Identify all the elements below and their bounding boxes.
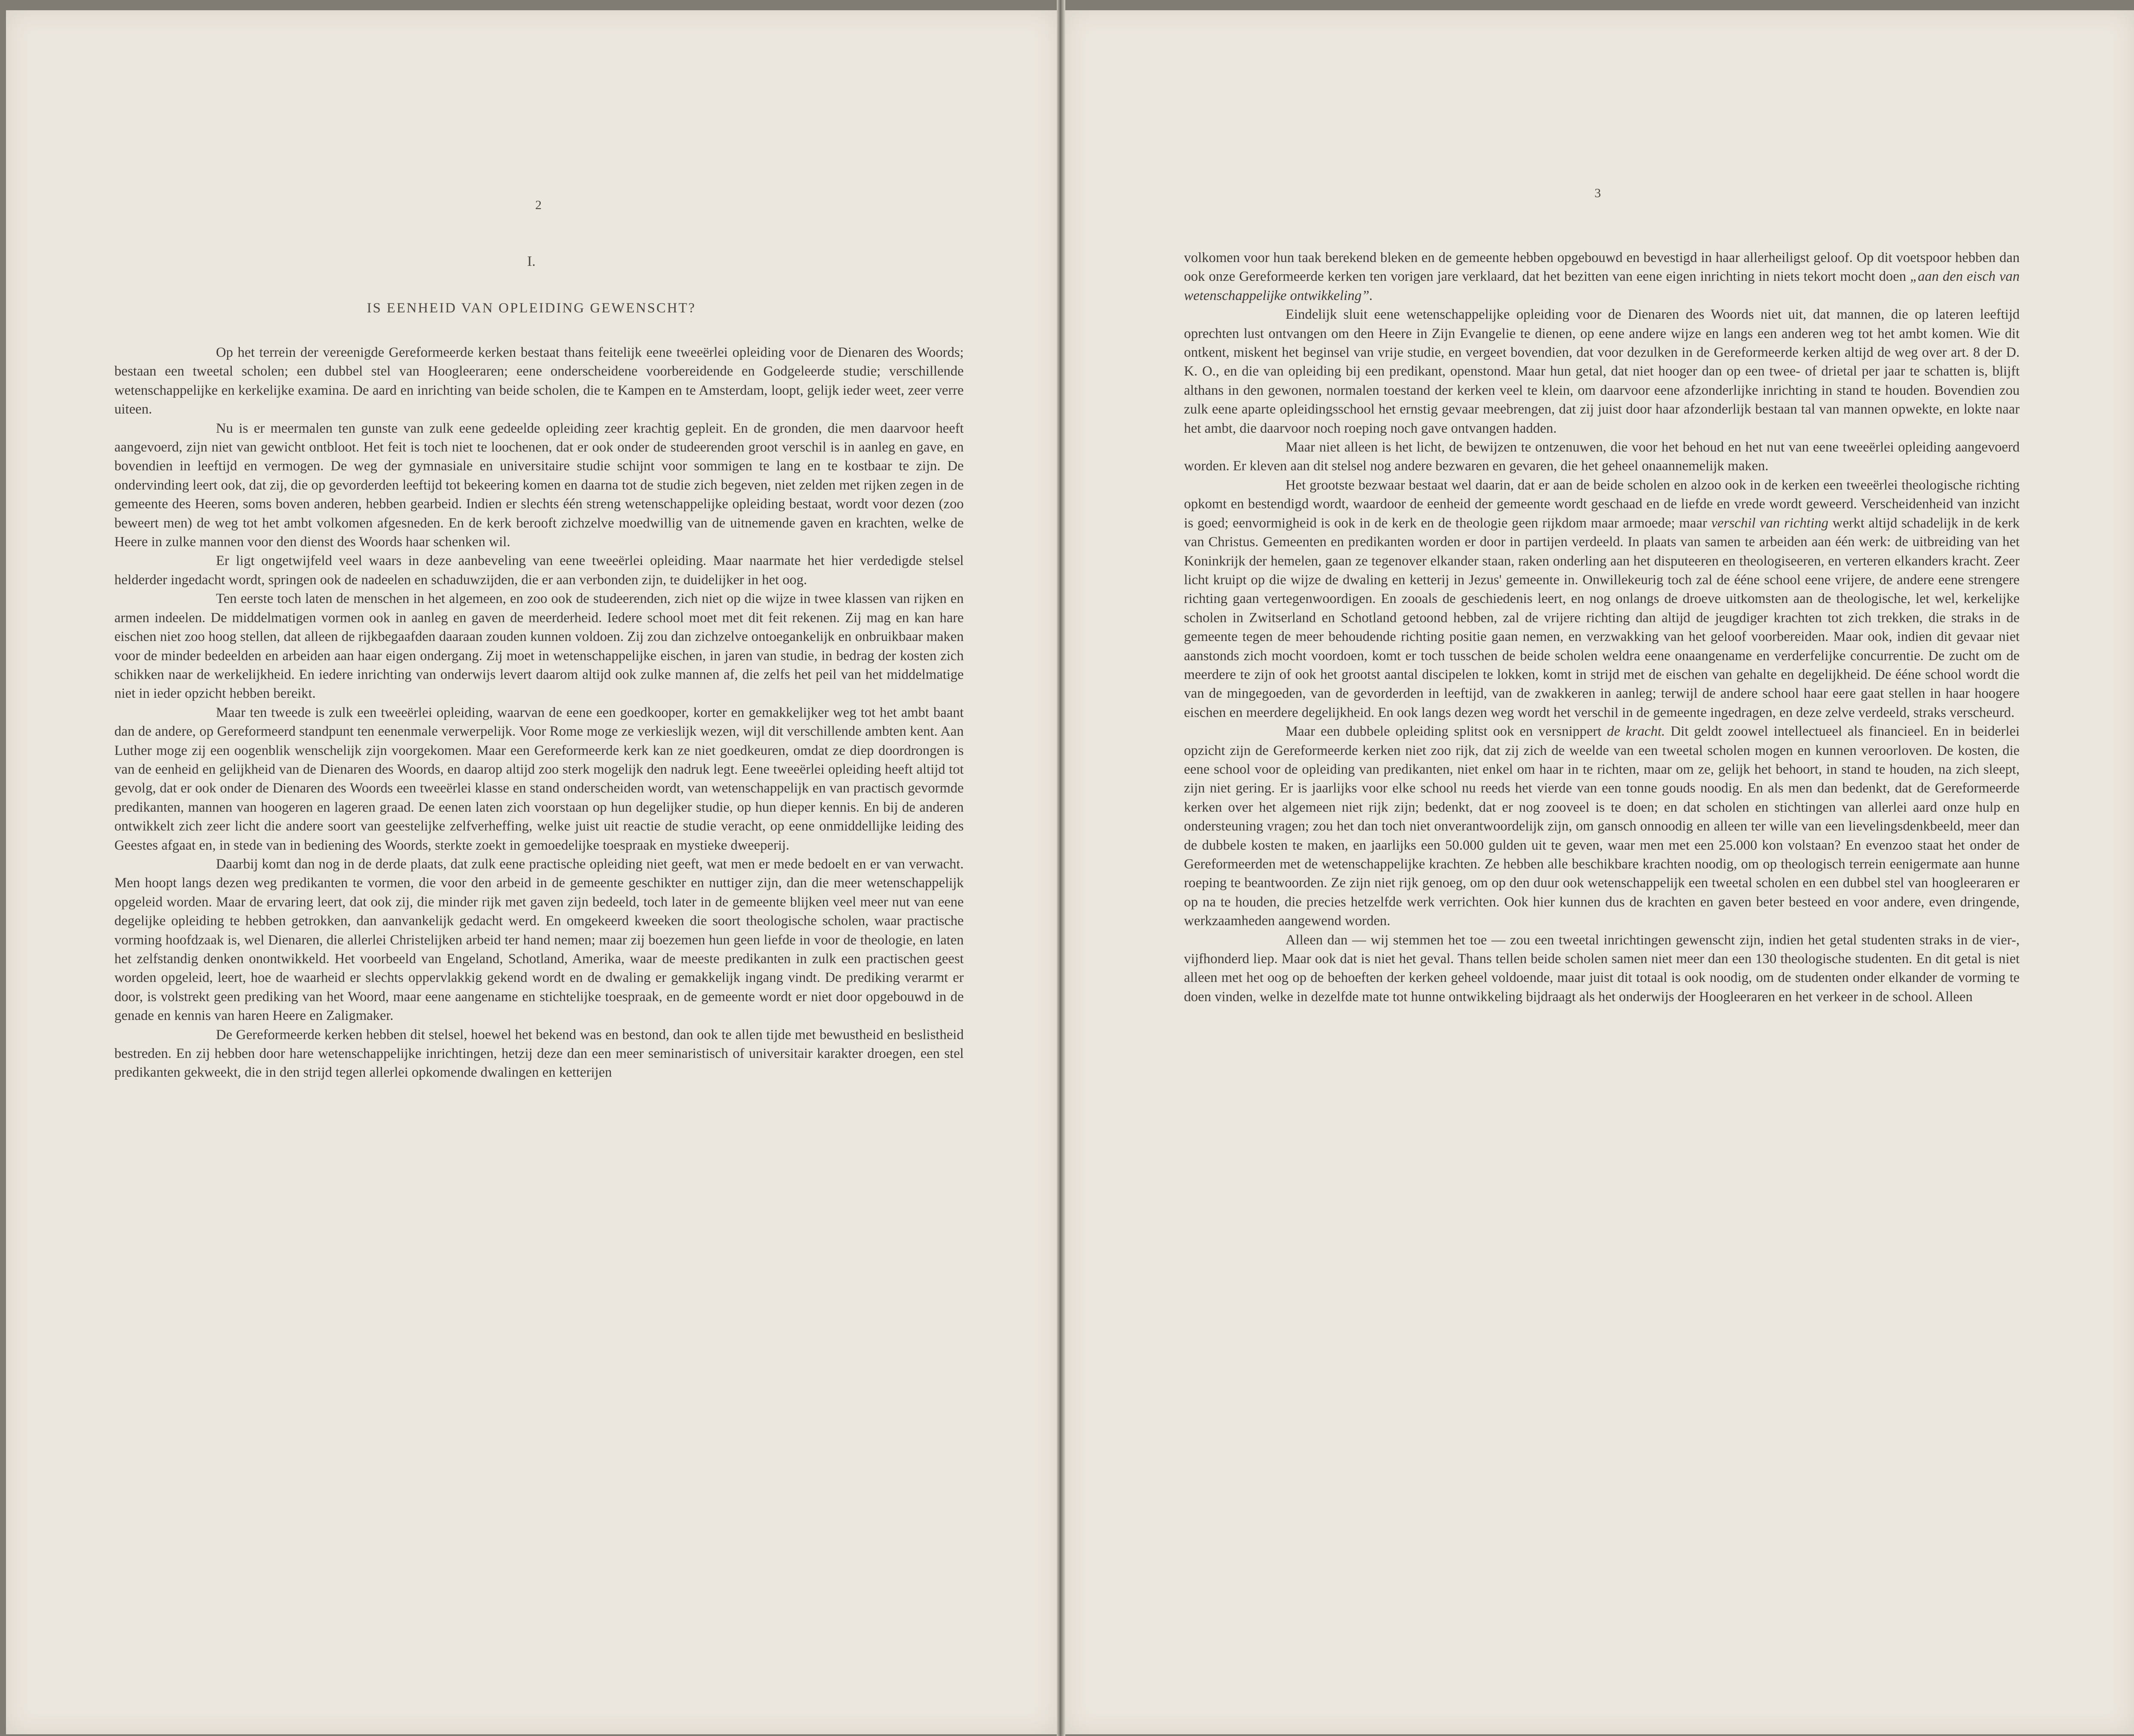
paragraph: De Gereformeerde kerken hebben dit stelsel, hoewel het bekend was en bestond, dan ook te allen tijde met bewustheid en beslistheid bestreden. En zij hebben door hare wetenschappelijke inrichtingen, hetzij deze dan een meer seminaristisch of universitair karakter droegen, een stel predikanten gekweekt, die in den strijd tegen allerlei opkomende dwalingen en ketterijen [114, 1027, 964, 1081]
paragraph: Op het terrein der vereenigde Gereformeerde kerken bestaat thans feitelijk eene tweeërlei opleiding voor de Dienaren des Woords; bestaan een tweetal scholen; een dubbel stel van Hoogleeraren; eene onderscheidene voorbereidende en Godgeleerde studie; verschillende wetenschappelijke en kerkelijke examina. De aard en inrichting van beide scholen, die te Kampen en te Amsterdam, loopt, gelijk ieder weet, zeer verre uiteen. [114, 345, 964, 417]
paragraph-text: Alleen dan — wij stemmen het toe — zou een tweetal inrichtingen gewenscht zijn, indien het getal studenten straks in de vier-, vijfhonderd liep. Maar ook dat is niet het geval. Thans tellen beide scholen samen niet meer dan een 130 theologische studenten. En dit getal is niet alleen met het oog op de behoeften der kerken geheel voldoende, maar juist dit totaal is ook noodig, om de studenten onder elkander de vorming te doen vinden, welke in dezelfde mate tot hunne ontwikkeling bijdraagt als het onderwijs der Hoogleeraren en het verkeer in de school. Alleen [1184, 932, 2020, 1005]
paragraph-text: Maar een dubbele opleiding splitst ook en versnippert [1286, 724, 1607, 740]
paragraph: Er ligt ongetwijfeld veel waars in deze aanbeveling van eene tweeërlei opleiding. Maar naarmate het hier verdedigde stelsel helderder ingedacht wordt, springen ook de nadeelen en schaduwzijden, die er aan verbonden zijn, te duidelijker in het oog. [114, 553, 964, 588]
book-gutter [1057, 0, 1065, 1736]
chapter-title: IS EENHEID VAN OPLEIDING GEWENSCHT? [367, 300, 696, 316]
paragraph: Nu is er meermalen ten gunste van zulk eene gedeelde opleiding zeer krachtig gepleit. En de gronden, die men daarvoor heeft aangevoerd, zijn niet van gewicht ontbloot. Het feit is toch niet te loochenen, dat er ook onder de studeerenden groot verschil is in aanleg en gave, en bovendien in leeftijd en vermogen. De weg der gymnasiale en universitaire studie schijnt voor sommigen te lang en te kostbaar te zijn. De ondervinding leert ook, dat zij, die op gevorderden leeftijd tot bekeering komen en daarna tot de studie zich begeven, niet zelden met rijken zegen in de gemeente des Heeren, soms boven anderen, hebben gearbeid. Indien er slechts één streng wetenschappelijke opleiding bestaat, wordt voor dezen (zoo beweert men) de weg tot het ambt volkomen afgesneden. En de kerk berooft zichzelve moedwillig van de uitnemende gaven en krachten, welke de Heere in zulke mannen voor den dienst des Woords haar schenken wil. [114, 420, 964, 550]
paragraph: Maar ten tweede is zulk een tweeërlei opleiding, waarvan de eene een goedkooper, korter en gemakkelijker weg tot het ambt baant dan de andere, op Gereformeerd standpunt ten eenenmale verwerpelijk. Voor Rome moge ze verkieslijk wezen, wijl dit verschillende ambten kent. Aan Luther moge zij een oogenblik wenschelijk zijn voorgekomen. Maar een Gereformeerde kerk kan ze niet goedkeuren, omdat ze diep doordrongen is van de eenheid en gelijkheid van de Dienaren des Woords, en daarop altijd zoo sterk mogelijk den nadruk legt. Eene tweeërlei opleiding heeft altijd tot gevolg, dat er ook onder de Dienaren des Woords een tweeërlei klasse en stand onderscheiden wordt, van wetenschappelijk en van practisch gevormde predikanten, mannen van hoogeren en lageren graad. De eenen laten zich voorstaan op hun degelijker studie, op hun dieper kennis. En bij de anderen ontwikkelt zich zeer licht die andere soort van geestelijke zelfverheffing, welke juist uit reactie de studie veracht, op eene onmiddellijke leiding des Geestes afgaat en, in stede van in bediening des Woords, sterkte zoekt in gemoedelijke toespraak en mystieke dweeperij. [114, 705, 964, 853]
paragraph-text: Maar niet alleen is het licht, de bewijzen te ontzenuwen, die voor het behoud en het nut van eene tweeërlei opleiding aangevoerd worden. Er kleven aan dit stelsel nog andere bezwaren en gevaren, die het geheel onaannemelijk maken. [1184, 440, 2020, 474]
chapter-number: I. [527, 253, 536, 269]
paragraph [1184, 248, 2020, 305]
paragraph-italic: verschil van richting [1711, 515, 1828, 531]
paragraph-italic: de kracht. [1607, 724, 1665, 740]
paragraph-text: volkomen voor hun taak berekend bleken en de gemeente hebben opgebouwd en bevestigd in haar allerheiligst geloof. Op dit voetspoor hebben dan ook onze Gereformeerde kerken ten vorigen jare verklaard, dat het bezitten van eene eigen inrichting in niets tekort mocht doen [1184, 250, 2020, 285]
paragraph [1184, 305, 2020, 438]
paragraph: Ten eerste toch laten de menschen in het algemeen, en zoo ook de studeerenden, zich niet op die wijze in twee klassen van rijken en armen indeelen. De middelmatigen vormen ook in aanleg en gaven de meerderheid. Iedere school moet met dit feit rekenen. Zij mag en kan hare eischen niet zoo hoog stellen, dat alleen de rijkbegaafden daaraan zouden kunnen voldoen. Zij zou dan zichzelve ontoegankelijk en onbruikbaar maken voor de minder bedeelden en arbeiden aan haar eigen ondergang. Zij moet in wetenschappelijke eischen, in jaren van studie, in bedrag der kosten zich schikken naar de werkelijkheid. En iedere inrichting van onderwijs levert daarom altijd ook zulke mannen af, die zelfs het peil van het middelmatige niet in ieder opzicht hebben bereikt. [114, 591, 964, 702]
page-number-right: 3 [1595, 186, 1601, 200]
paragraph-text: Het grootste bezwaar bestaat wel daarin, dat er aan de beide scholen en alzoo ook in de kerken een tweeërlei theologische richting opkomt en bestendigd wordt, waardoor de eenheid der gemeente wordt geschaad en de liefde en vrede wordt geweerd. Verscheidenheid van inzicht is goed; eenvormigheid is ook in de kerk en de theologie geen rijkdom maar armoede; maar [1184, 477, 2020, 531]
paragraph [1184, 931, 2020, 1007]
page-number-left: 2 [535, 198, 542, 212]
paragraph [1184, 722, 2020, 930]
paragraph-text-rest: Dit geldt zoowel intellectueel als financieel. En in beiderlei opzicht zijn de Gereformeerde kerken niet zoo rijk, dat zij zich de weelde van een tweetal scholen mogen en kunnen veroorloven. De kosten, die eene school voor de opleiding van predikanten, niet enkel om haar in te richten, maar om ze, gelijk het behoort, in stand te houden, na zich sleept, zijn niet gering. Er is jaarlijks voor elke school nu reeds het vierde van een tonne gouds noodig. En als men dan bedenkt, dat de Gereformeerde kerken over het algemeen niet rijk zijn; bedenkt, dat er nog zooveel is te doen; en dat scholen en stichtingen van allerlei aard onze hulp en ondersteuning vragen; zou het dan toch niet onverantwoordelijk zijn, om gansch onnoodig en alleen ter wille van een lievelingsdenkbeeld, meer dan de dubbele kosten te maken, en jaarlijks een 50.000 gulden uit te geven, waar men met een 25.000 kon volstaan? En evenzoo staat het onder de Gereformeerden met de wetenschappelijke krachten. Ze hebben alle beschikbare krachten noodig, om op theologisch terrein eenigermate aan hunne roeping te beantwoorden. Ze zijn niet rijk genoeg, om op den duur ook wetenschappelijk een tweetal scholen en een dubbel stel van hoogleeraren er op na te houden, die precies hetzelfde werk verrichten. Ook hier kunnen dus de krachten en gaven beter besteed en voor andere, even dringende, werkzaamheden aangewend worden. [1184, 724, 2020, 929]
right-page [1065, 10, 2134, 1734]
paragraph-text-rest: werkt altijd schadelijk in de kerk van Christus. Gemeenten en predikanten worden er door in partijen verdeeld. In plaats van samen te arbeiden aan één werk: de uitbreiding van het Koninkrijk der hemelen, gaan ze tegenover elkander staan, raken onderling aan het disputeeren en theologiseeren, en verteren elkanders kracht. Zeer licht kruipt op die wijze de dwaling en ketterij in Jezus' gemeente in. Onwillekeurig toch zal de ééne school eene vrijere, de andere eene strengere richting gaan vertegenwoordigen. En zooals de geschiedenis leert, en nog onlangs de droeve uitkomsten aan de theologische, let wel, kerkelijke scholen in Zwitserland en Schotland getoond hebben, zal de vrijere richting dan altijd de jeugdiger krachten tot zich trekken, die straks in de gemeente tegen de meer behoudende richting positie gaan nemen, en verzwakking van het geloof voorbereiden. Maar ook, indien dit gevaar niet aanstonds zich mocht voordoen, komt er toch tusschen de beide scholen weldra eene onaangename en verderfelijke concurrentie. De zucht om de meerdere te zijn of ook het grootst aantal discipelen te lokken, komt in strijd met de eischen van gehalte en degelijkheid. De ééne school wordt die van de mingegoeden, van de gevorderden in leeftijd, van de zwakkeren in aanleg; terwijl de andere school haar eere gaat stellen in haar hoogere eischen en meerdere degelijkheid. En ook langs dezen weg wordt het verschil in de gemeente ingedragen, en deze zelve verdeeld, straks verscheurd. [1184, 515, 2020, 720]
left-page [6, 10, 1057, 1734]
paragraph: Daarbij komt dan nog in de derde plaats, dat zulk eene practische opleiding niet geeft, wat men er mede bedoelt en er van verwacht. Men hoopt langs dezen weg predikanten te vormen, die voor den arbeid in de gemeente geschikter en nuttiger zijn, dan die meer wetenschappelijk opgeleid worden. Maar de ervaring leert, dat ook zij, die minder rijk met gaven zijn bedeeld, toch later in de gemeente blijken veel meer nut van eene degelijke opleiding te hebben getrokken, dan aanvankelijk gedacht werd. En omgekeerd kweeken die soort theologische scholen, waar practische vorming hoofdzaak is, wel Dienaren, die allerlei Christelijken arbeid ter hand nemen; maar zij boezemen hun geen liefde in voor de theologie, en laten het zelfstandig denken onontwikkeld. Het voorbeeld van Engeland, Schotland, Amerika, waar de meeste predikanten in zulk een practischen geest worden opgeleid, leert, hoe de waarheid er slechts oppervlakkig gekend wordt en de dwaling er gemakkelijk ingang vindt. De prediking verarmt er door, is volstrekt geen prediking van het Woord, maar eene aangename en stichtelijke toespraak, en de gemeente wordt er niet door opgebouwd in de genade en kennis van haren Heere en Zaligmaker. [114, 856, 964, 1024]
paragraph [1184, 438, 2020, 476]
left-body-text [114, 343, 964, 1082]
right-body-text [1184, 248, 2020, 1006]
paragraph-italic: „aan den eisch van wetenschappelijke ontwikkeling”. [1184, 269, 2020, 303]
paragraph-text: Eindelijk sluit eene wetenschappelijke opleiding voor de Dienaren des Woords niet uit, dat mannen, die op lateren leeftijd oprechten lust ontvangen om den Heere in Zijn Evangelie te dienen, op eene andere wijze en langs een anderen weg tot het ambt komen. Wie dit ontkent, miskent het beginsel van vrije studie, en vergeet bovendien, dat voor dezulken in de Gereformeerde kerken altijd de weg over art. 8 der D. K. O., en die van opleiding bij een predikant, openstond. Maar hun getal, dat niet hooger dan op een twee- of drietal per jaar te schatten is, blijft althans in den gewonen, normalen toestand der kerken veel te klein, om daarvoor eene afzonderlijke inrichting in stand te houden. Bovendien zou zulk eene aparte opleidingsschool het ernstig gevaar meebrengen, dat zij juist door haar afzonderlijk bestaan tal van mannen opwekte, en lokte naar het ambt, die daarvoor noch roeping noch gave ontvangen hadden. [1184, 307, 2020, 436]
paragraph [1184, 476, 2020, 722]
